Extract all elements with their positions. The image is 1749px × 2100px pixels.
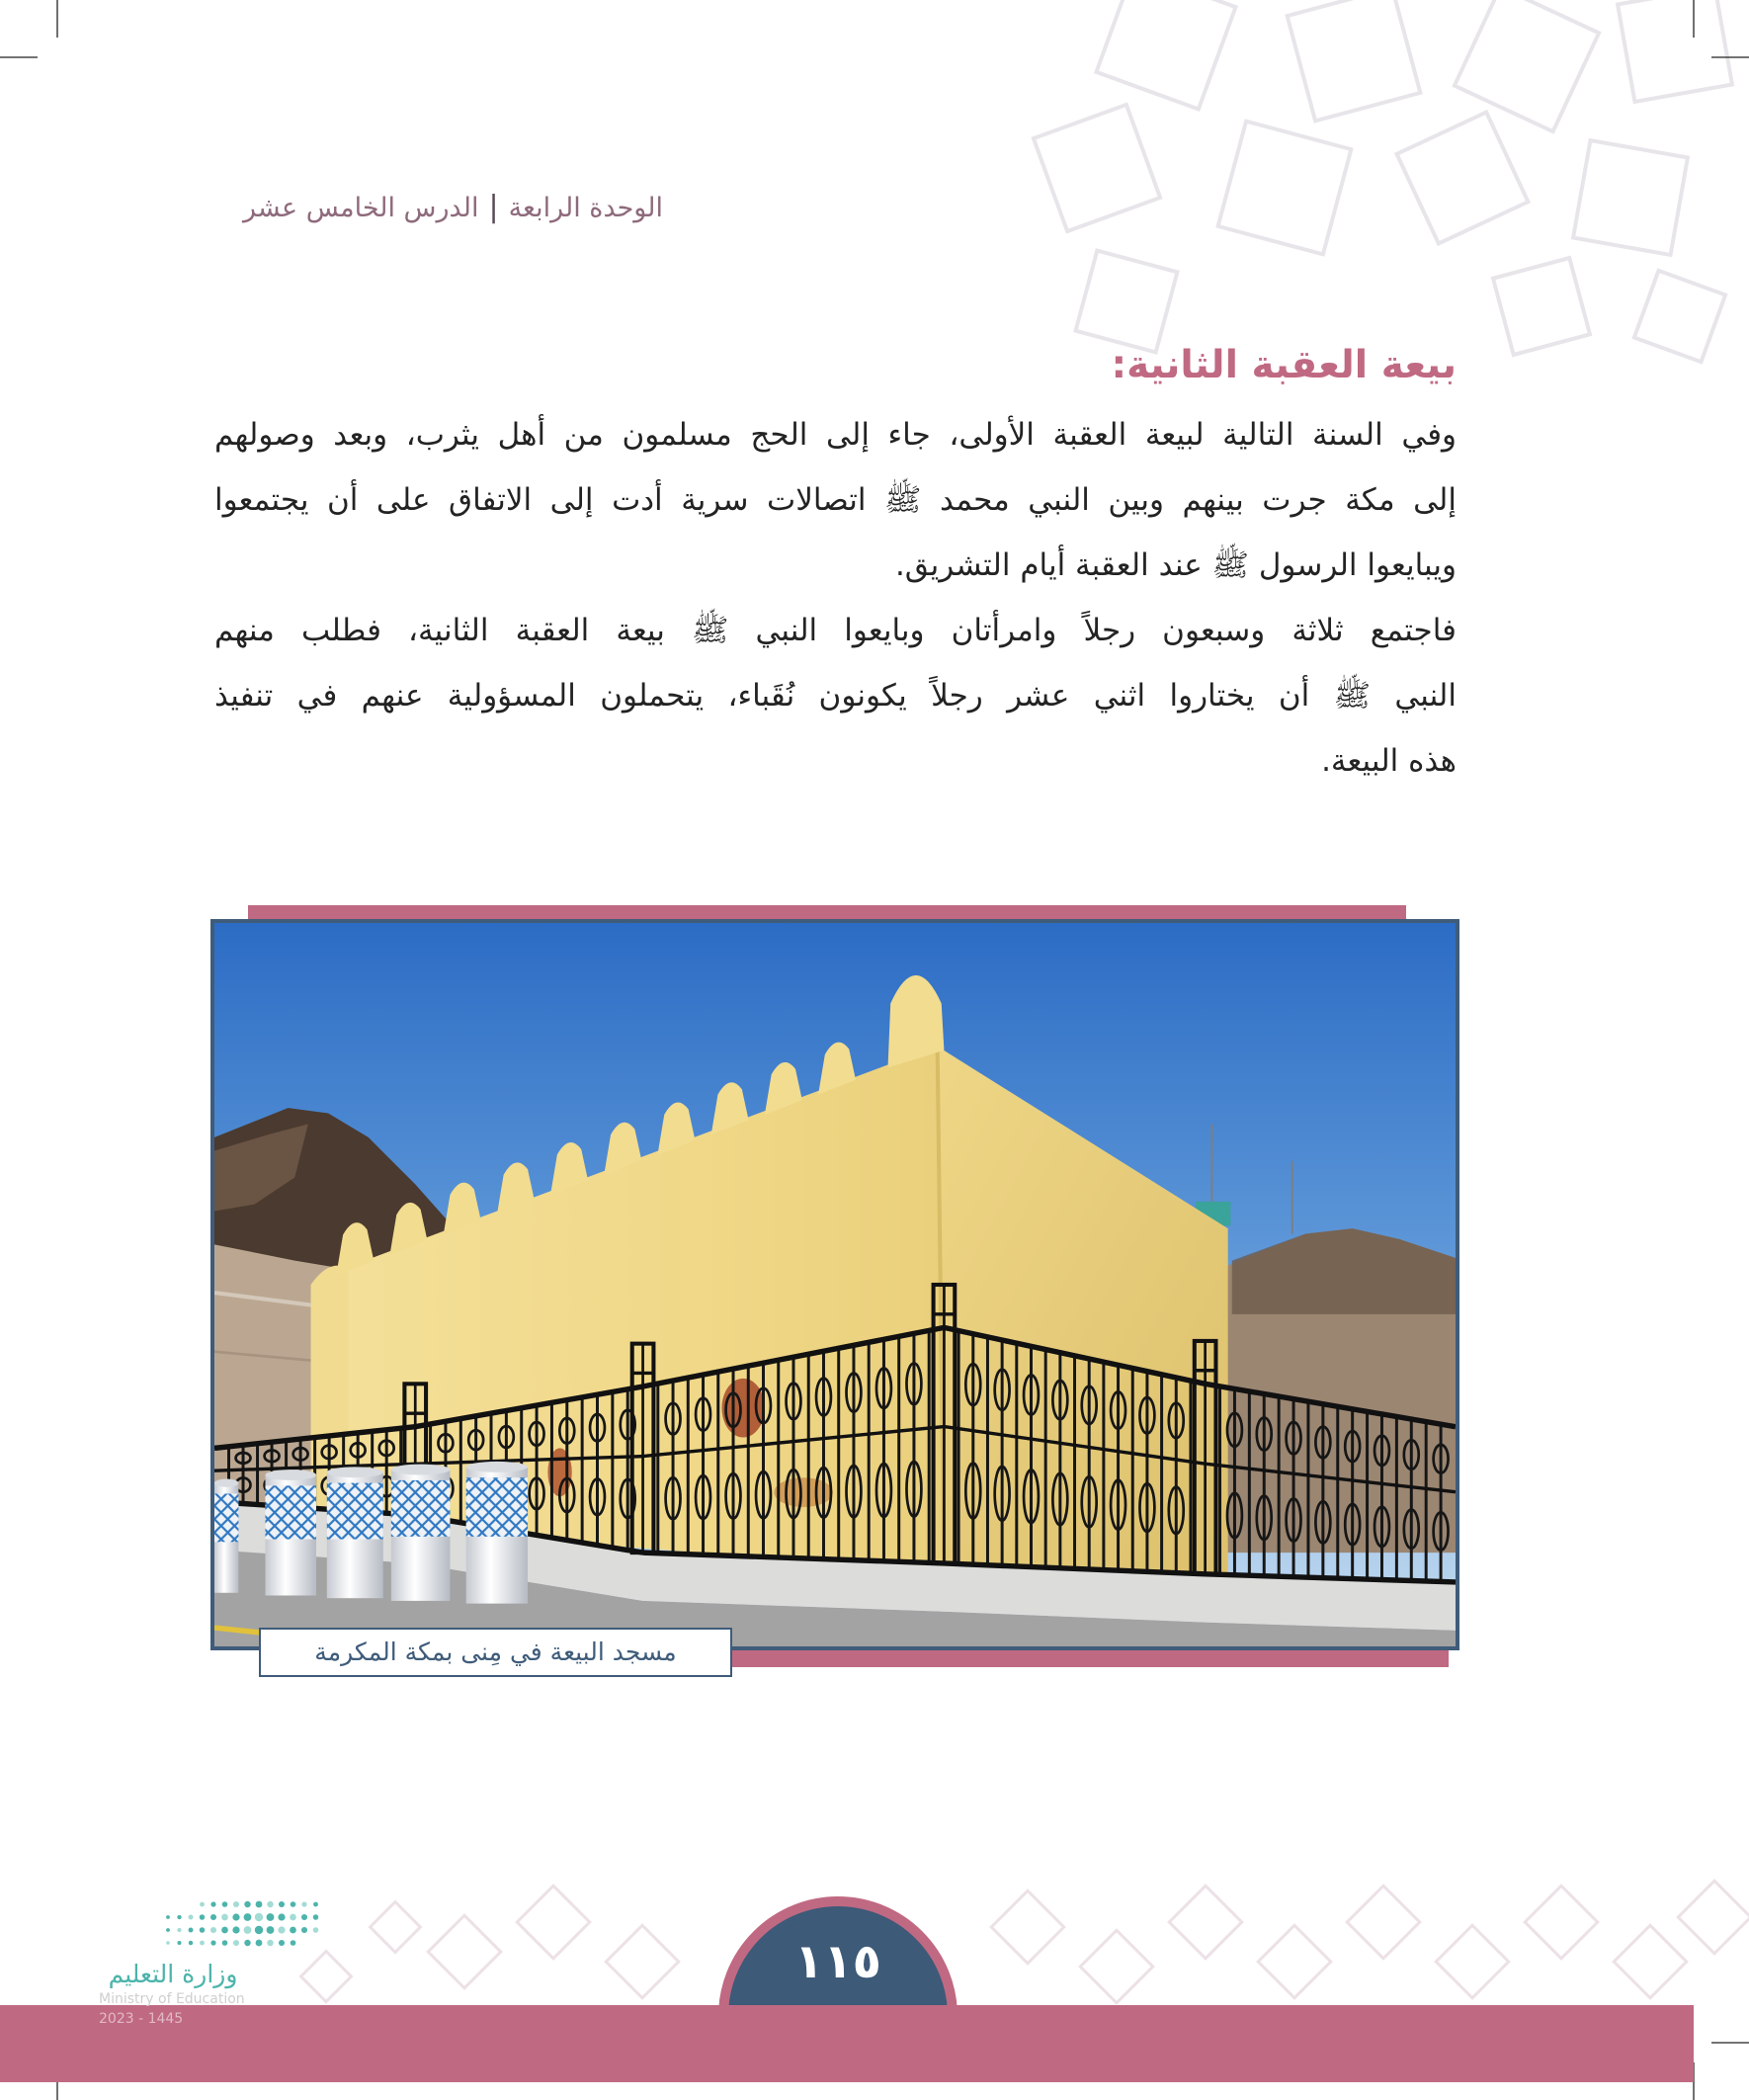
top-right-square-pattern: [1034, 0, 1732, 362]
logo-dot: [267, 1913, 275, 1921]
paragraph-2-line-2: [214, 663, 1457, 728]
logo-dot: [301, 1927, 307, 1933]
logo-dot: [291, 1940, 296, 1946]
section-heading: بيعة العقبة الثانية:: [1111, 343, 1457, 387]
logo-dot: [233, 1940, 239, 1946]
line-text: وفي السنة التالية لبيعة العقبة الأولى، جاء إلى الحج مسلمون من أهل يثرب، وبعد وصولهم: [214, 417, 1457, 453]
page-number: ١١٥: [794, 1934, 881, 1989]
paragraph-1-line-3: [214, 533, 1457, 598]
logo-dot: [313, 1914, 319, 1920]
logo-dot: [210, 1940, 215, 1945]
logo-dot: [210, 1927, 216, 1933]
logo-dot: [278, 1913, 285, 1920]
bollard: [214, 1479, 238, 1593]
logo-dot: [189, 1915, 194, 1920]
logo-dot: [232, 1913, 239, 1920]
ministry-logo-english: Ministry of Education: [99, 1991, 245, 2007]
logo-dot: [200, 1927, 206, 1933]
logo-dot: [210, 1914, 216, 1920]
logo-dot: [301, 1914, 307, 1920]
edition-label: 2023 - 1445: [99, 2011, 184, 2027]
bollard: [265, 1470, 315, 1595]
logo-dot: [313, 1902, 318, 1907]
mosque-photo: [210, 919, 1459, 1650]
logo-dot: [256, 1901, 263, 1908]
paragraph-1-line-2: [214, 467, 1457, 533]
line-text: هذه البيعة.: [1321, 743, 1457, 779]
line-text: النبي ﷺ أن يختاروا اثني عشر رجلاً يكونون نُقَباء، يتحملون المسؤولية عنهم في تنفيذ: [214, 678, 1457, 714]
logo-dot: [290, 1914, 296, 1921]
logo-dot: [301, 1901, 306, 1906]
logo-dot: [166, 1915, 170, 1919]
logo-dot: [200, 1914, 206, 1920]
logo-dot: [291, 1901, 296, 1907]
bollard: [391, 1465, 451, 1601]
logo-dot: [267, 1940, 273, 1946]
logo-dot: [267, 1926, 275, 1934]
logo-dot: [221, 1927, 228, 1934]
figure-accent-bar-bottom: [730, 1648, 1449, 1667]
logo-dot: [222, 1940, 228, 1946]
paragraph-2-line-3: [214, 728, 1457, 794]
logo-dot: [178, 1941, 182, 1945]
logo-dot: [255, 1926, 263, 1934]
logo-dot: [166, 1928, 170, 1932]
logo-dot: [244, 1913, 252, 1921]
logo-dot: [189, 1941, 193, 1945]
logo-dot: [244, 1940, 250, 1946]
paragraph-1-line-1: [214, 402, 1457, 467]
bollard: [466, 1462, 528, 1604]
logo-dot: [279, 1940, 285, 1946]
figure-caption: [259, 1628, 732, 1677]
logo-dot: [210, 1901, 215, 1906]
logo-dot: [189, 1928, 194, 1933]
logo-dot: [278, 1926, 285, 1933]
mosque-photo-illustration: [214, 923, 1456, 1646]
logo-dot: [200, 1902, 205, 1907]
logo-dot: [177, 1928, 181, 1932]
logo-dot: [279, 1901, 285, 1907]
footer-stripe: [0, 2005, 1694, 2082]
logo-dot: [177, 1915, 181, 1919]
unit-label: الوحدة الرابعة: [508, 193, 663, 223]
logo-dot: [222, 1901, 228, 1907]
logo-dot: [255, 1913, 263, 1921]
logo-dot: [267, 1901, 273, 1907]
logo-dot: [166, 1941, 170, 1945]
logo-dot: [313, 1927, 319, 1933]
running-header: [243, 188, 663, 228]
logo-dot: [244, 1926, 252, 1934]
logo-dot: [233, 1901, 239, 1907]
lesson-label: الدرس الخامس عشر: [243, 193, 479, 223]
line-text: ويبايعوا الرسول ﷺ عند العقبة أيام التشريق.: [894, 547, 1457, 583]
logo-dot: [256, 1940, 263, 1947]
line-text: فاجتمع ثلاثة وسبعون رجلاً وامرأتان وبايعوا النبي ﷺ بيعة العقبة الثانية، فطلب منهم: [214, 613, 1457, 648]
ministry-logo-dots: [158, 1895, 331, 1955]
paragraph-2-line-1: [214, 598, 1457, 663]
logo-dot: [244, 1901, 250, 1907]
logo-dot: [200, 1941, 205, 1946]
logo-dot: [232, 1926, 239, 1933]
line-text: إلى مكة جرت بينهم وبين النبي محمد ﷺ اتصالات سرية أدت إلى الاتفاق على أن يجتمعوا: [214, 482, 1457, 518]
logo-dot: [221, 1914, 228, 1921]
ministry-logo-text: وزارة التعليم: [108, 1960, 238, 1988]
logo-dot: [290, 1927, 296, 1934]
header-separator: |: [488, 190, 499, 224]
caption-text: مسجد البيعة في مِنى بمكة المكرمة: [314, 1638, 677, 1666]
bollard: [327, 1467, 383, 1598]
